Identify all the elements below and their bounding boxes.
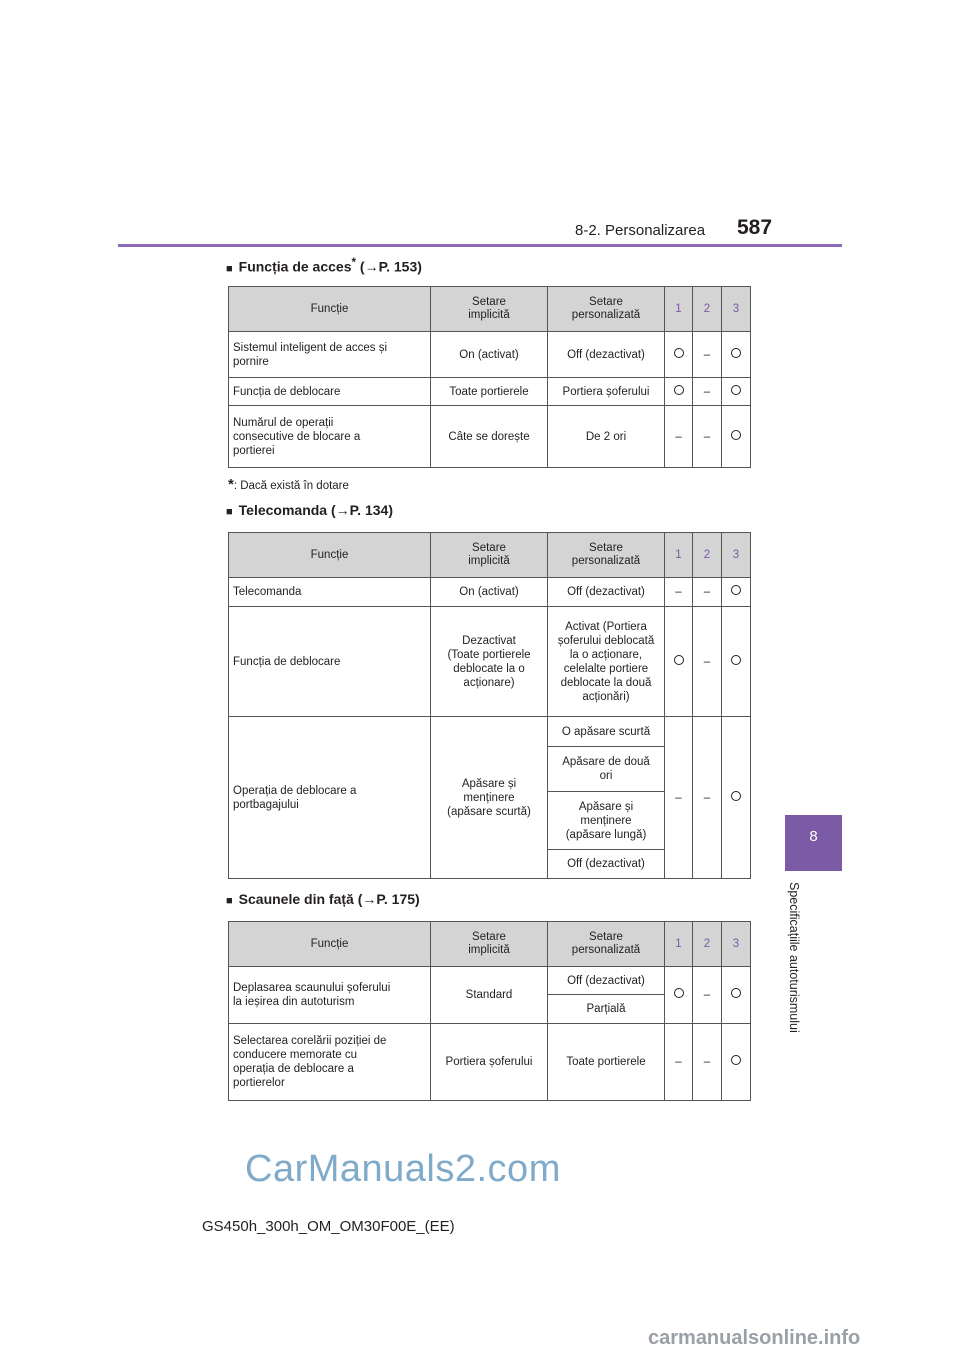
col-custom: Setare personalizată xyxy=(548,533,665,578)
section-heading-access: ■ Funcția de acces* (→P. 153) xyxy=(226,256,422,275)
dash-symbol: – xyxy=(693,607,722,717)
dash-symbol: – xyxy=(693,406,722,468)
number-2-icon: 2 xyxy=(693,922,722,967)
dash-symbol: – xyxy=(665,406,693,468)
table-row: Deplasarea scaunului șoferului la ieșirea din autoturism Standard Off (dezactivat) – xyxy=(229,967,751,995)
chapter-number: 8 xyxy=(809,828,818,845)
dash-symbol: – xyxy=(693,1024,722,1101)
watermark-top: CarManuals2.com xyxy=(245,1148,561,1190)
col-function: Funcție xyxy=(229,922,431,967)
dash-symbol: – xyxy=(693,378,722,406)
table-front-seats xyxy=(228,921,751,1101)
number-2-icon: 2 xyxy=(693,287,722,332)
page-reference: (→P. 153) xyxy=(359,258,422,275)
table-row: Parțială xyxy=(229,995,751,1024)
table-row: Numărul de operații consecutive de blocare a portierei Câte se dorește De 2 ori – – xyxy=(229,406,751,468)
dash-symbol: – xyxy=(665,1024,693,1101)
table-row: Sistemul inteligent de acces și pornire On (activat) Off (dezactivat) – xyxy=(229,332,751,378)
number-3-icon: 3 xyxy=(722,287,751,332)
watermark-bottom: carmanualsonline.info xyxy=(648,1327,861,1349)
table-row: Funcția de deblocare Toate portierele Portiera șoferului – xyxy=(229,378,751,406)
square-bullet-icon: ■ xyxy=(226,506,233,518)
table-row: Off (dezactivat) xyxy=(229,850,751,879)
table-row: Operația de deblocare a portbagajului Apăsare și menținere (apăsare scurtă) O apăsare scurtă – – xyxy=(229,717,751,747)
circle-symbol-icon xyxy=(674,655,684,665)
circle-symbol-icon xyxy=(731,988,741,998)
page-number: 587 xyxy=(737,216,773,239)
document-code: GS450h_300h_OM_OM30F00E_(EE) xyxy=(202,1218,455,1235)
table-row: Apăsare de două ori xyxy=(229,747,751,792)
square-bullet-icon: ■ xyxy=(226,262,233,275)
table-row: Selectarea corelării poziției de conducere memorate cu operația de deblocare a portierelor Portiera șoferului Toate portierele – – xyxy=(229,1024,751,1101)
circle-symbol-icon xyxy=(674,385,684,395)
dash-symbol: – xyxy=(693,967,722,1024)
page-reference: (→P. 134) xyxy=(330,502,393,518)
number-1-icon: 1 xyxy=(665,287,693,332)
section-heading-remote: ■ Telecomanda (→P. 134) xyxy=(226,502,393,518)
section-heading-front-seats: ■ Scaunele din față (→P. 175) xyxy=(226,891,420,907)
page-reference: (→P. 175) xyxy=(357,891,420,907)
col-default: Setare implicită xyxy=(431,922,548,967)
header-divider xyxy=(118,244,842,247)
circle-symbol-icon xyxy=(674,348,684,358)
number-3-icon: 3 xyxy=(722,922,751,967)
col-function: Funcție xyxy=(229,533,431,578)
table-row: Apăsare și menținere (apăsare lungă) xyxy=(229,792,751,850)
table-access-function xyxy=(228,286,751,468)
dash-symbol: – xyxy=(693,717,722,879)
circle-symbol-icon xyxy=(731,585,741,595)
col-custom: Setare personalizată xyxy=(548,287,665,332)
dash-symbol: – xyxy=(693,332,722,378)
table-row: Funcția de deblocare Dezactivat (Toate portierele deblocate la o acționare) Activat (Portiera șoferului deblocată la o acționare, celelalte portiere deblocate la două acționări) – xyxy=(229,607,751,717)
circle-symbol-icon xyxy=(731,1055,741,1065)
circle-symbol-icon xyxy=(731,791,741,801)
number-1-icon: 1 xyxy=(665,922,693,967)
dash-symbol: – xyxy=(665,578,693,607)
section-title: 8-2. Personalizarea xyxy=(575,222,706,239)
dash-symbol: – xyxy=(665,717,693,879)
circle-symbol-icon xyxy=(674,988,684,998)
col-custom: Setare personalizată xyxy=(548,922,665,967)
square-bullet-icon: ■ xyxy=(226,895,233,907)
table-remote xyxy=(228,532,751,879)
col-function: Funcție xyxy=(229,287,431,332)
col-default: Setare implicită xyxy=(431,533,548,578)
footnote: *: Dacă există în dotare xyxy=(228,476,349,493)
chapter-label: Specificațiile autoturismului xyxy=(787,882,801,1033)
number-2-icon: 2 xyxy=(693,533,722,578)
col-default: Setare implicită xyxy=(431,287,548,332)
circle-symbol-icon xyxy=(731,385,741,395)
circle-symbol-icon xyxy=(731,430,741,440)
circle-symbol-icon xyxy=(731,655,741,665)
table-row: Telecomanda On (activat) Off (dezactivat) – – xyxy=(229,578,751,607)
circle-symbol-icon xyxy=(731,348,741,358)
dash-symbol: – xyxy=(693,578,722,607)
number-3-icon: 3 xyxy=(722,533,751,578)
number-1-icon: 1 xyxy=(665,533,693,578)
